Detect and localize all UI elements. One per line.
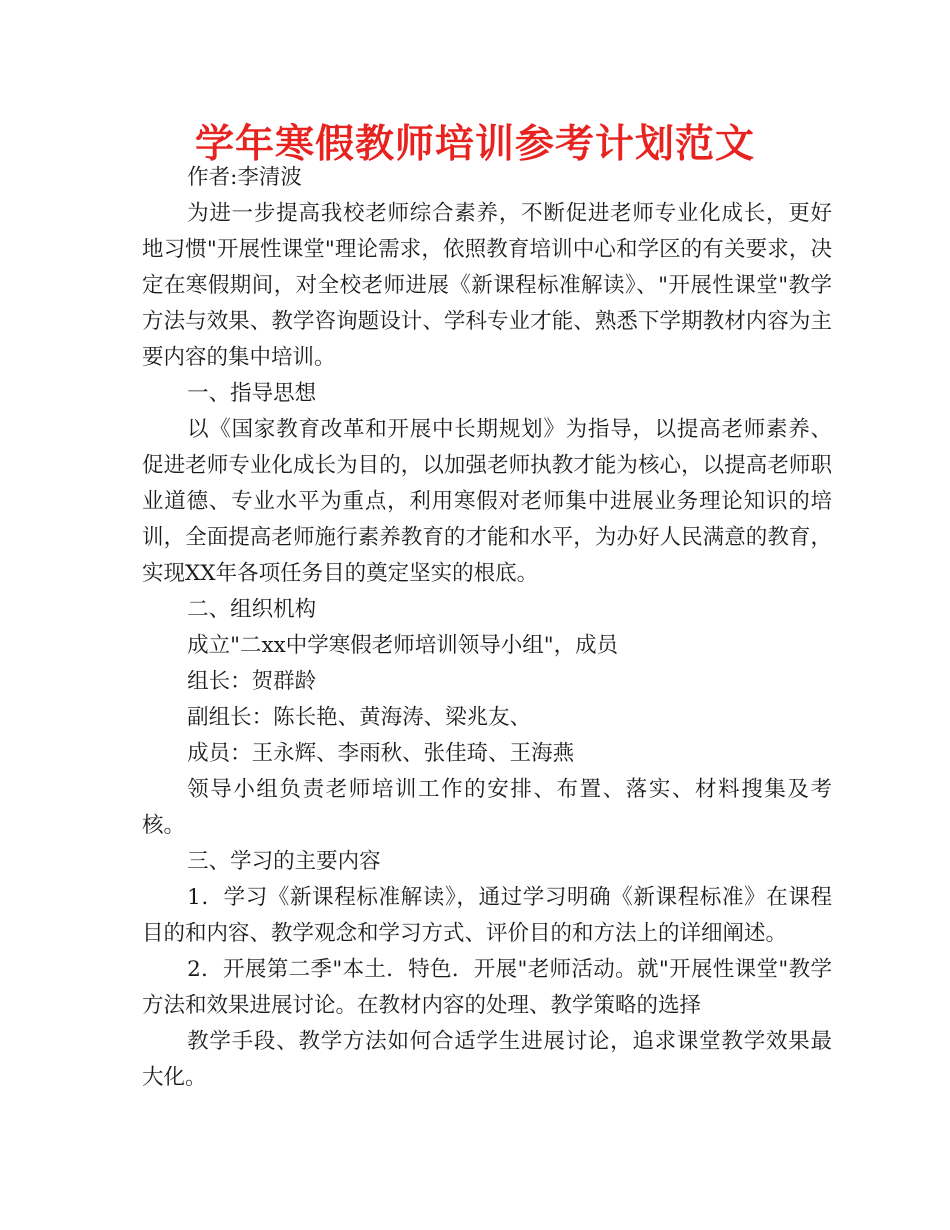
paragraph-study-item-1: 1．学习《新课程标准解读》，通过学习明确《新课程标准》在课程目的和内容、教学观念和学习方式、评价目的和方法上的详细阐述。 xyxy=(142,885,832,946)
paragraph-study-item-2: 2．开展第二季"本土．特色．开展"老师活动。就"开展性课堂"教学方法和效果进展讨论。在教材内容的处理、教学策略的选择 xyxy=(142,957,832,1018)
paragraph-guiding-thought: 以《国家教育改革和开展中长期规划》为指导，以提高老师素养、促进老师专业化成长为目的，以加强老师执教才能为核心，以提高老师职业道德、专业水平为重点，利用寒假对老师集中进展业务理论知识的培训，全面提高老师施行素养教育的才能和水平，为办好人民满意的教育，实现XX年各项任务目的奠定坚实的根底。 xyxy=(142,417,832,586)
section-heading-study-content: 三、学习的主要内容 xyxy=(187,849,381,874)
section-heading-organization: 二、组织机构 xyxy=(187,597,317,622)
document-title: 学年寒假教师培训参考计划范文 xyxy=(194,122,755,167)
section-heading-guiding-thought: 一、指导思想 xyxy=(187,381,317,406)
paragraph-members: 成员：王永辉、李雨秋、张佳琦、王海燕 xyxy=(187,741,575,766)
document-body xyxy=(142,160,832,1096)
author-line: 作者:李清波 xyxy=(187,165,302,190)
paragraph-group-leader: 组长：贺群龄 xyxy=(187,669,317,694)
paragraph-intro: 为进一步提高我校老师综合素养，不断促进老师专业化成长，更好地习惯"开展性课堂"理论需求，依照教育培训中心和学区的有关要求，决定在寒假期间，对全校老师进展《新课程标准解读》、"开展性课堂"教学方法与效果、教学咨询题设计、学科专业才能、熟悉下学期教材内容为主要内容的集中培训。 xyxy=(142,201,832,370)
paragraph-group-duties: 领导小组负责老师培训工作的安排、布置、落实、材料搜集及考核。 xyxy=(142,777,832,838)
paragraph-establish-group: 成立"二xx中学寒假老师培训领导小组"，成员 xyxy=(187,633,619,658)
paragraph-deputy-leaders: 副组长：陈长艳、黄海涛、梁兆友、 xyxy=(187,705,532,730)
paragraph-study-item-2-continued: 教学手段、教学方法如何合适学生进展讨论，追求课堂教学效果最大化。 xyxy=(142,1029,832,1090)
